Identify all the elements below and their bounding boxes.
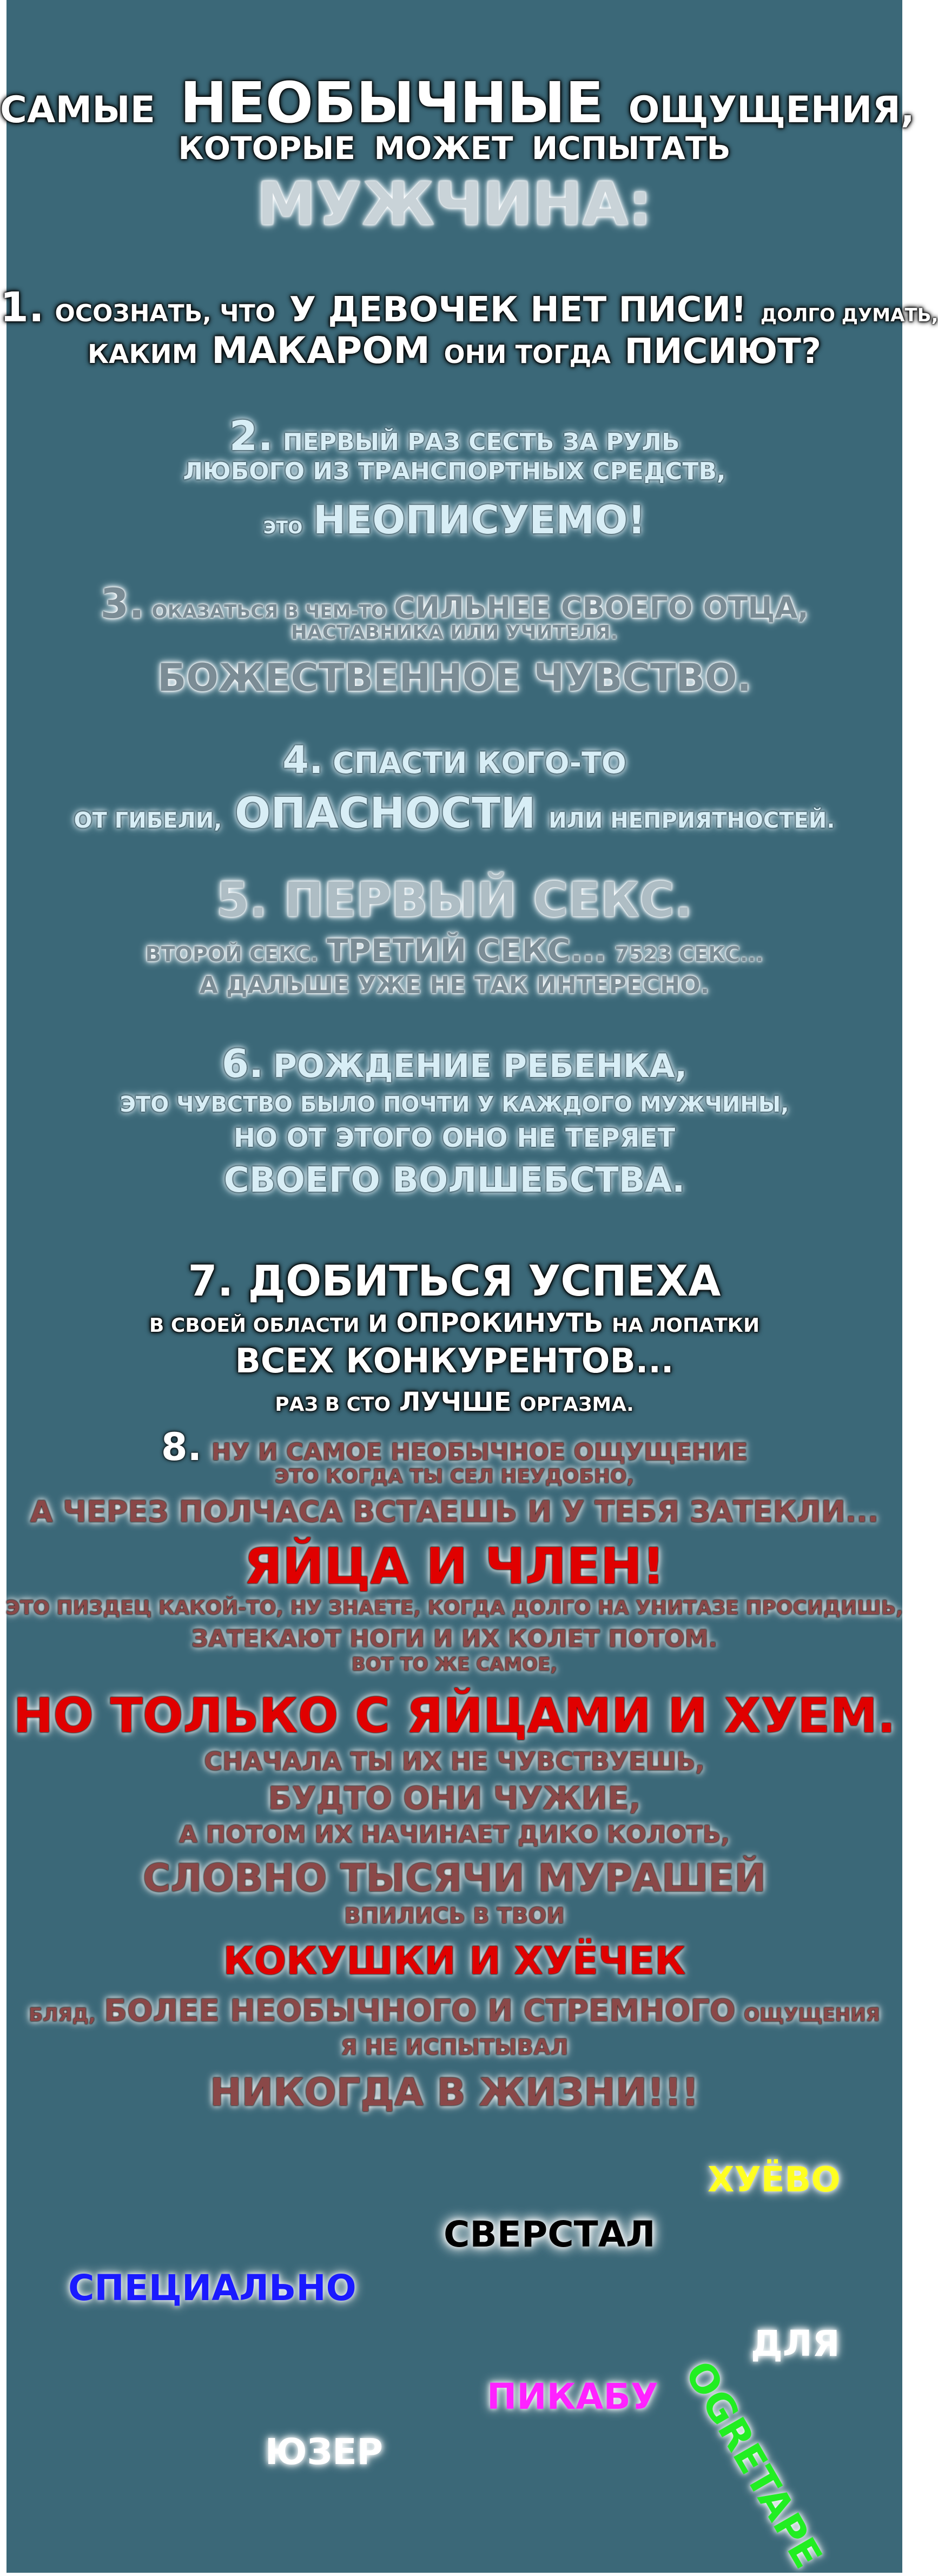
text: ПИСИЮТ?	[624, 332, 822, 372]
text: ОСОЗНАТЬ, ЧТО	[55, 300, 276, 327]
text: МАКАРОМ	[212, 329, 430, 372]
item-2-line-2: ЛЮБОГО ИЗ ТРАНСПОРТНЫХ СРЕДСТВ,	[183, 458, 726, 485]
text: ИЛИ НЕПРИЯТНОСТЕЙ.	[549, 808, 835, 833]
signature-word-yuzer: ЮЗЕР	[265, 2431, 383, 2473]
text: ПЕРВЫЙ РАЗ СЕСТЬ ЗА РУЛЬ	[282, 428, 680, 456]
signature-word-khuevo: ХУЁВО	[708, 2160, 841, 2200]
text: ДОЛГО ДУМАТЬ,	[760, 305, 938, 326]
text: 7523 СЕКС...	[615, 942, 764, 966]
text: СИЛЬНЕЕ СВОЕГО ОТЦА,	[394, 591, 809, 625]
text: РОЖДЕНИЕ РЕБЕНКА,	[273, 1047, 688, 1085]
item-5-line-1: 5. ПЕРВЫЙ СЕКС.	[216, 872, 693, 928]
title-line-3: МУЖЧИНА:	[256, 169, 652, 239]
item-8-line-8: НО ТОЛЬКО С ЯЙЦАМИ И ХУЕМ.	[13, 1688, 896, 1743]
text: В СВОЕЙ ОБЛАСТИ	[149, 1315, 360, 1337]
item-5-line-2	[0, 932, 909, 969]
text: ОНИ ТОГДА	[444, 340, 611, 369]
text: ОТ ГИБЕЛИ,	[74, 808, 222, 833]
item-8-line-4: ЯЙЦА И ЧЛЕН!	[243, 1537, 665, 1595]
signature-word-ogretape: OGRETAPE	[676, 2353, 831, 2576]
item-6-line-4: СВОЕГО ВОЛШЕБСТВА.	[223, 1160, 685, 1200]
text: ОЩУЩЕНИЯ	[744, 2004, 880, 2026]
title-word: САМЫЕ	[0, 89, 156, 131]
item-number: 1.	[0, 283, 44, 331]
title-line-1	[0, 70, 915, 136]
title-word: ОЩУЩЕНИЯ,	[628, 89, 915, 131]
item-number: 2.	[229, 412, 274, 460]
item-7-line-4	[0, 1389, 909, 1415]
signature-word-dlya: ДЛЯ	[751, 2323, 840, 2364]
item-4-line-2	[0, 789, 909, 838]
text: НУ И САМОЕ НЕОБЫЧНОЕ ОЩУЩЕНИЕ	[211, 1438, 748, 1466]
text: ВТОРОЙ СЕКС.	[145, 942, 319, 966]
text: СПАСТИ КОГО-ТО	[333, 746, 626, 780]
text: КАКИМ	[87, 339, 198, 369]
item-1-line-2	[0, 329, 909, 372]
signature-word-pikabu: ПИКАБУ	[487, 2376, 658, 2418]
item-4-line-1	[0, 738, 909, 782]
signature-word-spetsialno: СПЕЦИАЛЬНО	[68, 2267, 356, 2309]
item-8-line-10: БУДТО ОНИ ЧУЖИЕ,	[268, 1780, 641, 1817]
item-8-line-13: ВПИЛИСЬ В ТВОИ	[344, 1904, 565, 1928]
item-8-line-7: ВОТ ТО ЖЕ САМОЕ,	[351, 1654, 558, 1675]
item-7-line-1: 7. ДОБИТЬСЯ УСПЕХА	[188, 1257, 721, 1306]
item-3-line-1	[0, 579, 909, 628]
item-5-line-3: А ДАЛЬШЕ УЖЕ НЕ ТАК ИНТЕРЕСНО.	[199, 972, 710, 999]
item-8-line-3: А ЧЕРЕЗ ПОЛЧАСА ВСТАЕШЬ И У ТЕБЯ ЗАТЕКЛИ...	[30, 1495, 879, 1529]
text: ТРЕТИЙ СЕКС...	[326, 932, 606, 969]
item-1-line-1	[0, 283, 938, 331]
item-8-line-12: СЛОВНО ТЫСЯЧИ МУРАШЕЙ	[143, 1856, 766, 1900]
item-number: 4.	[282, 738, 323, 782]
item-6-line-1	[0, 1041, 909, 1086]
item-8-line-11: А ПОТОМ ИХ НАЧИНАЕТ ДИКО КОЛОТЬ,	[179, 1821, 730, 1848]
item-8-line-9: СНАЧАЛА ТЫ ИХ НЕ ЧУВСТВУЕШЬ,	[204, 1747, 705, 1776]
item-8-line-17: НИКОГДА В ЖИЗНИ!!!	[209, 2070, 699, 2115]
text: НА ЛОПАТКИ	[611, 1315, 760, 1337]
item-7-line-3: ВСЕХ КОНКУРЕНТОВ...	[235, 1341, 674, 1381]
item-8-line-16: Я НЕ ИСПЫТЫВАЛ	[340, 2035, 569, 2060]
text: БЛЯД,	[29, 2004, 96, 2026]
text: ОПАСНОСТИ	[235, 789, 536, 838]
item-number: 6.	[221, 1041, 264, 1086]
title-line-2: КОТОРЫЕ МОЖЕТ ИСПЫТАТЬ	[178, 130, 731, 167]
text: РАЗ В СТО	[275, 1393, 391, 1416]
item-2-line-1	[0, 412, 909, 460]
item-8-line-1	[0, 1425, 909, 1469]
item-6-line-3: НО ОТ ЭТОГО ОНО НЕ ТЕРЯЕТ	[233, 1123, 676, 1153]
item-8-line-5: ЭТО ПИЗДЕЦ КАКОЙ-ТО, НУ ЗНАЕТЕ, КОГДА ДОЛГО НА УНИТАЗЕ ПРОСИДИШЬ,	[5, 1597, 903, 1619]
item-6-line-2: ЭТО ЧУВСТВО БЫЛО ПОЧТИ У КАЖДОГО МУЖЧИНЫ,	[120, 1092, 789, 1117]
item-7-line-2	[0, 1310, 909, 1336]
text: НЕОПИСУЕМО!	[313, 497, 646, 543]
title-word: НЕОБЫЧНЫЕ	[180, 70, 604, 136]
text: ЭТО	[263, 517, 303, 538]
item-3-line-2: НАСТАВНИКА ИЛИ УЧИТЕЛЯ.	[290, 622, 618, 644]
text: ОПРОКИНУТЬ	[396, 1308, 604, 1338]
item-2-line-3	[0, 497, 909, 543]
item-3-line-3: БОЖЕСТВЕННОЕ ЧУВСТВО.	[157, 656, 751, 700]
signature-word-sverstal: СВЕРСТАЛ	[444, 2214, 656, 2255]
text: ЛУЧШЕ	[399, 1387, 512, 1417]
item-8-line-15	[0, 1993, 909, 2029]
text: БОЛЕЕ НЕОБЫЧНОГО И СТРЕМНОГО	[104, 1993, 736, 2029]
text: У ДЕВОЧЕК НЕТ ПИСИ!	[289, 290, 747, 330]
text: ОРГАЗМА.	[520, 1393, 634, 1416]
text: И	[368, 1310, 388, 1338]
item-8-line-14: КОКУШКИ И ХУЁЧЕК	[223, 1939, 686, 1983]
item-number: 8.	[161, 1425, 202, 1469]
text: ОКАЗАТЬСЯ В ЧЕМ-ТО	[151, 601, 387, 623]
item-number: 3.	[100, 579, 145, 628]
item-8-line-2: ЭТО КОГДА ТЫ СЕЛ НЕУДОБНО,	[274, 1465, 635, 1488]
item-8-line-6: ЗАТЕКАЮТ НОГИ И ИХ КОЛЕТ ПОТОМ.	[191, 1625, 718, 1653]
